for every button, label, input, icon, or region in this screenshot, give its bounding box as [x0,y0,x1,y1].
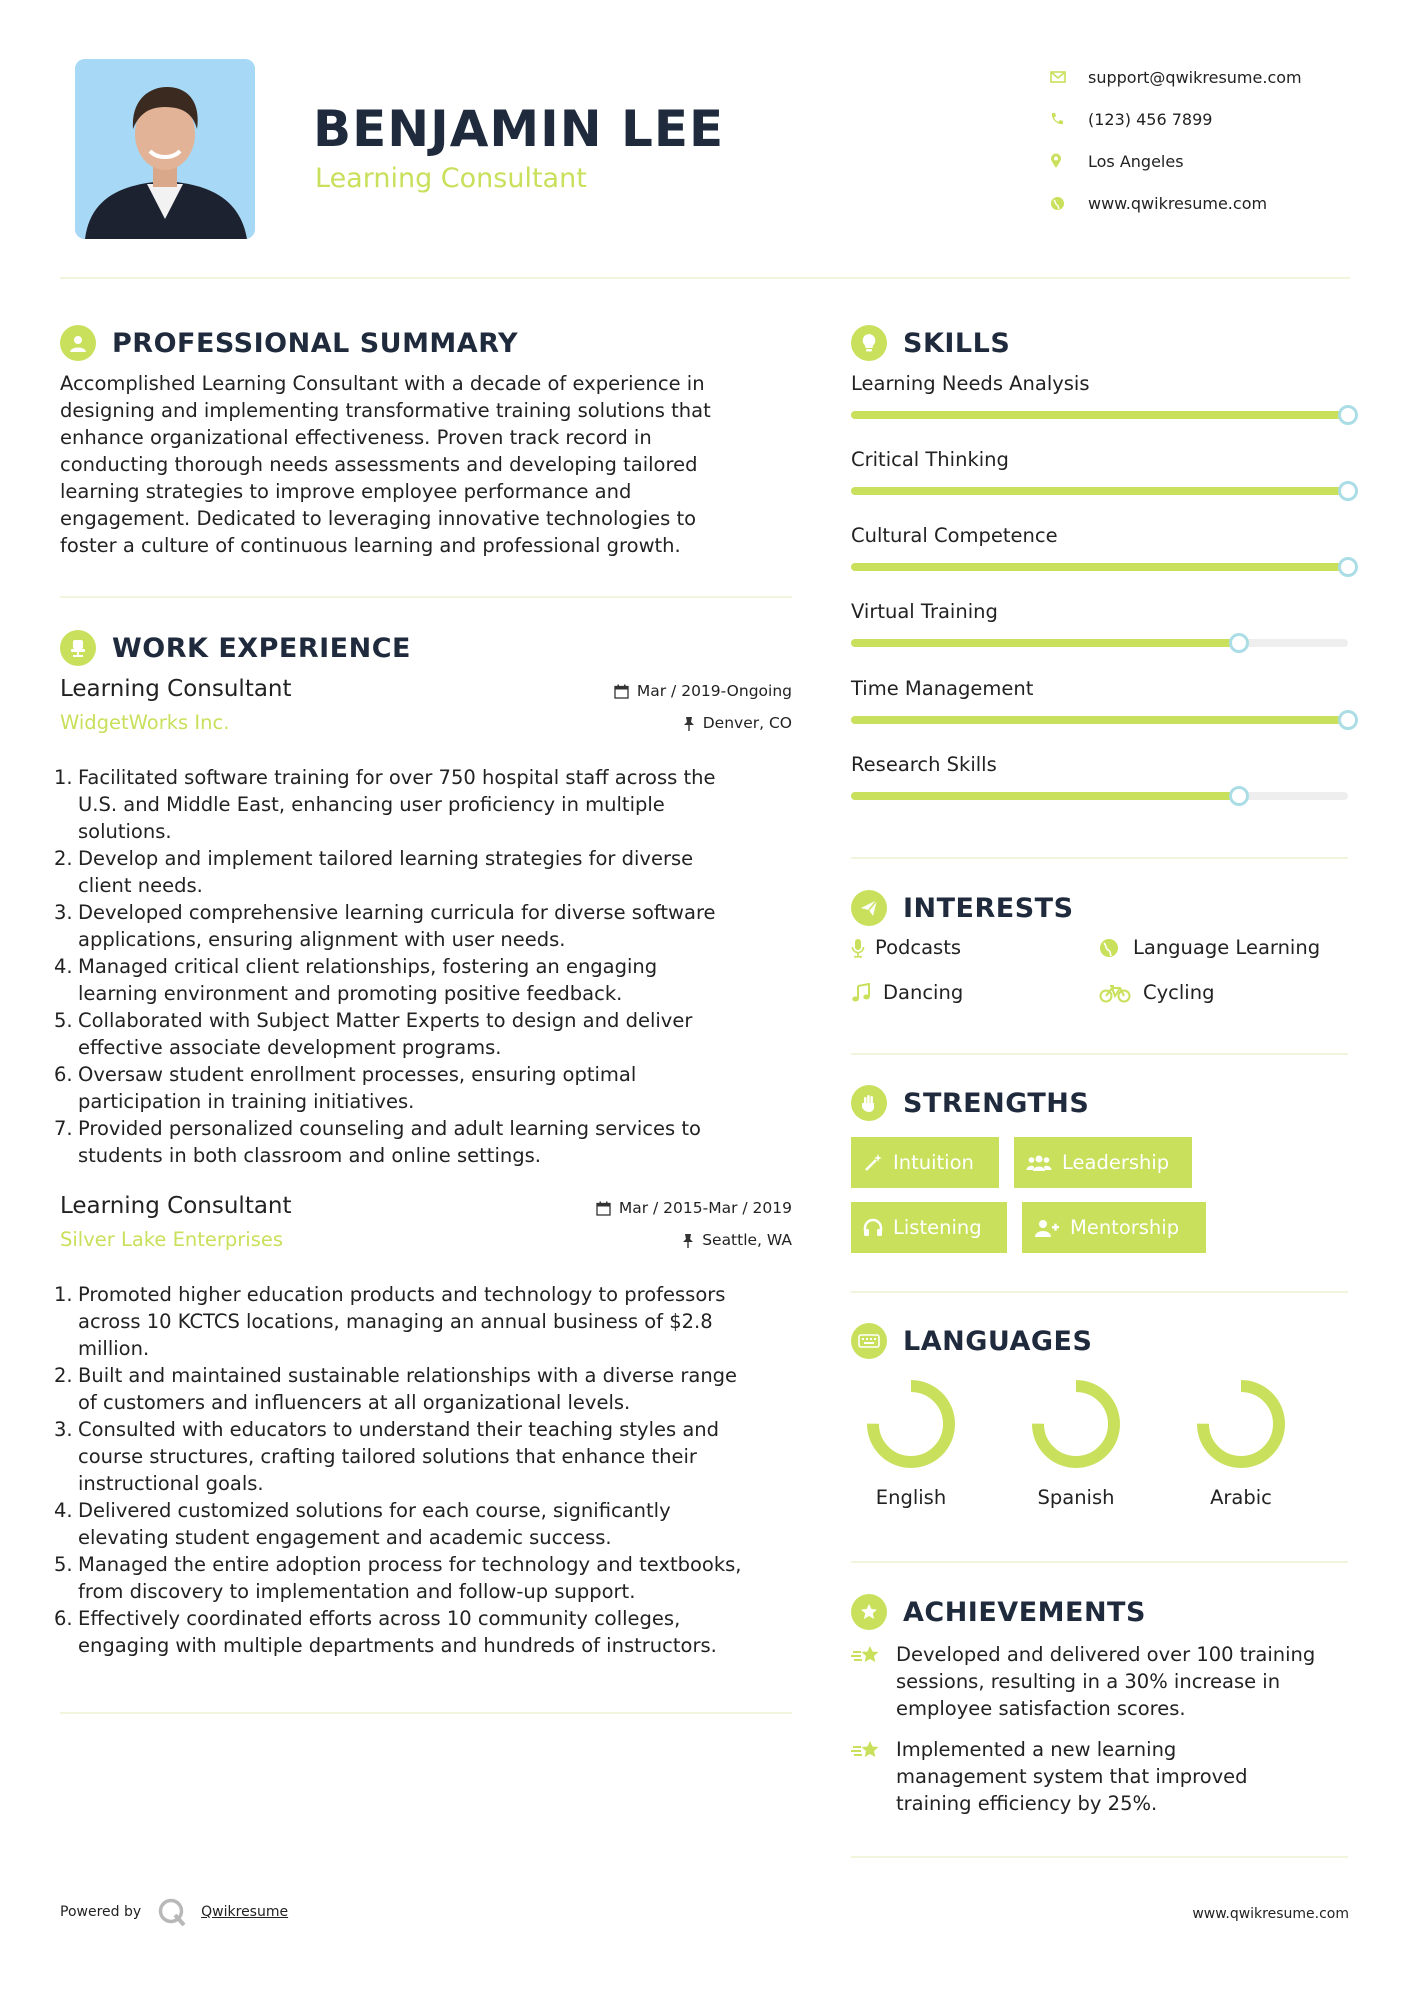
lightbulb-icon [851,325,887,361]
trophy-star-icon [851,1594,887,1630]
contact-email-text: support@qwikresume.com [1088,67,1302,87]
skill-name: Cultural Competence [851,524,1058,547]
qwikresume-logo-icon [157,1897,187,1927]
job-location-text: Seattle, WA [702,1231,792,1249]
profile-photo [75,59,255,239]
summary-line: designing and implementing transformative training solutions that [60,399,711,422]
skill-name: Time Management [851,677,1034,700]
keyboard-icon [851,1323,887,1359]
contact-location [1050,140,1370,182]
job-location [682,1231,792,1249]
summary-line: enhance organizational effectiveness. Proven track record in [60,426,652,449]
strength-chip [851,1137,999,1188]
shooting-star-icon [851,1736,896,1817]
strengths-title: STRENGTHS [903,1087,1090,1119]
skill-bar-knob [1229,633,1249,653]
work-divider [60,1712,792,1714]
skill-bar-track [851,716,1348,724]
strength-chip [851,1202,1007,1253]
strengths-heading [851,1085,1089,1121]
job-bullet: Oversaw student enrollment processes, ensuring optimal participation in training initiatives. [78,1063,637,1113]
users-icon [1026,1153,1052,1173]
interests-title: INTERESTS [903,892,1074,924]
bicycle-icon [1099,983,1131,1003]
language-item [1016,1376,1136,1509]
skill-bar-fill [851,411,1348,419]
summary-text [60,370,800,559]
summary-divider [60,596,792,598]
language-ring [1028,1376,1124,1472]
strengths-divider [851,1291,1348,1293]
skill-row [851,600,1351,676]
phone-icon [1050,112,1088,126]
music-note-icon [851,983,871,1003]
job-date-text: Mar / 2015-Mar / 2019 [618,1199,792,1217]
summary-line: learning strategies to improve employee performance and [60,480,632,503]
job-bullet: Developed comprehensive learning curricula for diverse software applications, ensuring alignment with user needs. [78,901,716,951]
header-divider [60,277,1350,279]
footer-branding [60,1897,288,1927]
paper-plane-icon [851,890,887,926]
summary-title: PROFESSIONAL SUMMARY [112,327,519,359]
interest-item [1099,981,1214,1004]
map-pin-icon [1050,153,1088,169]
skill-bar-track [851,563,1348,571]
interest-item [851,981,963,1004]
headphones-icon [863,1218,883,1238]
achievements-divider [851,1856,1348,1858]
contact-list [1050,56,1370,224]
candidate-role: Learning Consultant [315,163,587,194]
job-location-text: Denver, CO [702,714,792,732]
skill-row [851,524,1351,600]
strength-label: Intuition [893,1151,974,1174]
strength-label: Mentorship [1070,1216,1180,1239]
person-portrait-icon [75,59,255,239]
languages-divider [851,1561,1348,1563]
language-ring [1193,1376,1289,1472]
interest-label: Podcasts [875,936,962,959]
job-bullet: Consulted with educators to understand their teaching styles and course structures, crafting tailored solutions that enhance their instructional goals. [78,1418,720,1495]
languages-title: LANGUAGES [903,1325,1093,1357]
magic-wand-icon [863,1153,883,1173]
work-heading [60,630,411,666]
job-bullets [60,1281,792,1659]
language-item [1181,1376,1301,1509]
globe-icon [1099,938,1119,958]
shooting-star-icon [851,1641,896,1722]
skill-bar-knob [1338,710,1358,730]
skill-bar-track [851,792,1348,800]
microphone-icon [851,938,865,958]
strength-chip [1022,1202,1206,1253]
language-name: Arabic [1210,1486,1272,1509]
interest-label: Dancing [883,981,964,1004]
interest-item [1099,936,1320,959]
skill-row [851,753,1351,829]
language-ring [863,1376,959,1472]
languages-heading [851,1323,1092,1359]
summary-line: Accomplished Learning Consultant with a decade of experience in [60,372,705,395]
work-title: WORK EXPERIENCE [112,632,411,664]
interests-divider [851,1053,1348,1055]
contact-email[interactable] [1050,56,1370,98]
achievement-text: Developed and delivered over 100 training sessions, resulting in a 30% increase in employee satisfaction scores. [896,1643,1316,1720]
job-title: Learning Consultant [60,1193,292,1219]
interest-label: Language Learning [1133,936,1321,959]
job-date [596,1199,792,1217]
chair-icon [60,630,96,666]
skill-bar-fill [851,716,1348,724]
calendar-icon [596,1201,611,1216]
skill-bar-track [851,487,1348,495]
pushpin-icon [683,716,695,731]
user-icon [60,325,96,361]
job-bullet: Facilitated software training for over 750 hospital staff across the U.S. and Middle East, enhancing user proficiency in multiple solutions. [78,766,716,843]
interests-heading [851,890,1074,926]
contact-website[interactable] [1050,182,1370,224]
footer-website[interactable]: www.qwikresume.com [1192,1906,1349,1922]
job-entry [60,676,792,1169]
achievements-title: ACHIEVEMENTS [903,1596,1146,1628]
contact-phone-text: (123) 456 7899 [1088,109,1213,129]
skill-name: Critical Thinking [851,448,1009,471]
skill-name: Research Skills [851,753,997,776]
skill-bar-knob [1338,557,1358,577]
skill-bar-fill [851,792,1239,800]
skill-row [851,677,1351,753]
job-bullet: Managed the entire adoption process for technology and textbooks, from discovery to implementation and follow-up support. [78,1553,742,1603]
summary-line: foster a culture of continuous learning and professional growth. [60,534,681,557]
language-name: Spanish [1037,1486,1115,1509]
job-bullet: Effectively coordinated efforts across 10 community colleges, engaging with multiple departments and hundreds of instructors. [78,1607,717,1657]
skill-bar-fill [851,487,1348,495]
skill-bar-track [851,639,1348,647]
job-location [683,714,792,732]
summary-line: engagement. Dedicated to leveraging innovative technologies to [60,507,697,530]
job-bullet: Built and maintained sustainable relationships with a diverse range of customers and influencers at all organizational levels. [78,1364,738,1414]
job-date [614,682,792,700]
skills-heading [851,325,1010,361]
achievement-text: Implemented a new learning management system that improved training efficiency by 25%. [896,1738,1248,1815]
job-company: Silver Lake Enterprises [60,1228,284,1251]
skills-title: SKILLS [903,327,1011,359]
globe-icon [1050,196,1088,211]
strength-chip [1014,1137,1192,1188]
job-title: Learning Consultant [60,676,292,702]
job-entry [60,1193,792,1659]
job-bullet: Promoted higher education products and technology to professors across 10 KCTCS locations, managing an annual business of $2.8 million. [78,1283,726,1360]
skill-bar-knob [1338,481,1358,501]
summary-line: conducting thorough needs assessments and developing tailored [60,453,698,476]
interest-item [851,936,961,959]
contact-phone[interactable] [1050,98,1370,140]
job-bullet: Delivered customized solutions for each course, significantly elevating student engagement and academic success. [78,1499,671,1549]
user-plus-icon [1034,1218,1060,1238]
skill-row [851,372,1351,448]
skill-name: Virtual Training [851,600,998,623]
calendar-icon [614,684,629,699]
job-date-text: Mar / 2019-Ongoing [636,682,792,700]
job-bullet: Managed critical client relationships, fostering an engaging learning environment and promoting positive feedback. [78,955,658,1005]
skill-row [851,448,1351,524]
achievement-item [851,1641,1361,1722]
pushpin-icon [682,1233,694,1248]
strength-label: Listening [893,1216,982,1239]
strength-label: Leadership [1062,1151,1170,1174]
interest-label: Cycling [1143,981,1215,1004]
language-item [851,1376,971,1509]
job-bullet: Collaborated with Subject Matter Experts to design and deliver effective associate development programs. [78,1009,693,1059]
skill-bar-knob [1229,786,1249,806]
skill-bar-track [851,411,1348,419]
skill-name: Learning Needs Analysis [851,372,1090,395]
achievements-heading [851,1594,1146,1630]
job-bullet: Develop and implement tailored learning strategies for diverse client needs. [78,847,694,897]
skill-bar-knob [1338,405,1358,425]
job-company: WidgetWorks Inc. [60,711,230,734]
contact-website-text: www.qwikresume.com [1088,193,1268,213]
envelope-icon [1050,71,1088,83]
achievement-item [851,1736,1361,1817]
candidate-name: BENJAMIN LEE [313,100,725,158]
job-bullets [60,764,792,1169]
contact-location-text: Los Angeles [1088,151,1184,171]
skill-bar-fill [851,639,1239,647]
job-bullet: Provided personalized counseling and adult learning services to students in both classroom and online settings. [78,1117,701,1167]
qwikresume-link[interactable]: Qwikresume [201,1904,289,1920]
language-name: English [875,1486,947,1509]
skill-bar-fill [851,563,1348,571]
summary-heading [60,325,518,361]
skills-divider [851,857,1348,859]
hand-icon [851,1085,887,1121]
powered-by-text: Powered by [60,1904,142,1920]
